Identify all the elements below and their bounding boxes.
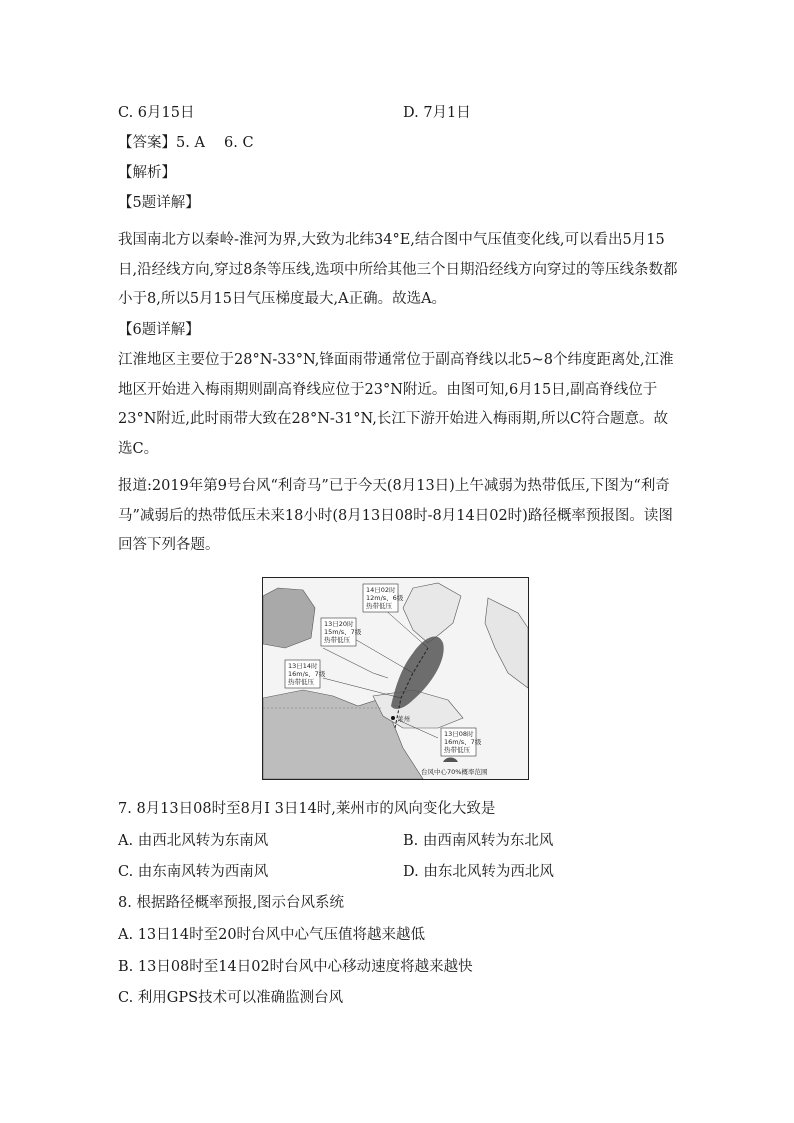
q8-option-c: C. 利用GPS技术可以准确监测台风 [118,990,344,1006]
city-label: 莱州 [397,715,410,723]
svg-text:13日14时: 13日14时 [288,662,318,670]
svg-text:15m/s、7级: 15m/s、7级 [324,628,362,636]
svg-text:13日20时: 13日20时 [324,620,354,628]
q6-heading: 【6题详解】 [118,322,200,338]
svg-text:热带低压: 热带低压 [444,746,470,754]
q5-heading: 【5题详解】 [118,195,200,211]
q7-stem: 7. 8月13日08时至8月I 3日14时,莱州市的风向变化大致是 [118,801,496,817]
q8-option-b: B. 13日08时至14日02时台风中心移动速度将越来越快 [118,959,473,975]
svg-text:13日08时: 13日08时 [444,730,474,738]
option-c-q4: C. 6月15日 [118,105,195,121]
svg-text:热带低压: 热带低压 [324,636,350,644]
label-13d14h [285,660,326,688]
label-13d20h [321,618,362,646]
svg-text:热带低压: 热带低压 [366,602,392,610]
report-paragraph: 报道:2019年第9号台风“利奇马”已于今天(8月13日)上午减弱为热带低压,下图为“利奇马”减弱后的热带低压未来18小时(8月13日08时-8月14日02时)路径概率预报图。读图回答下列各题。 [118,478,673,553]
q6-explanation: 江淮地区主要位于28°N-33°N,锋面雨带通常位于副高脊线以北5~8个纬度距离处,江淮地区开始进入梅雨期则副高脊线应位于23°N附近。由图可知,6月15日,副高脊线位于23°N附近,此时雨带大致在28°N-31°N,长江下游开始进入梅雨期,所以C符合题意。故选C。 [118,352,674,457]
legend-label: 台风中心70%概率范围 [421,768,488,776]
analysis-heading: 【解析】 [118,165,176,181]
q7-option-c: C. 由东南风转为西南风 [118,864,269,880]
svg-text:热带低压: 热带低压 [288,678,314,686]
option-d-q4: D. 7月1日 [403,105,471,121]
label-14d02h [363,584,404,612]
q8-stem: 8. 根据路径概率预报,图示台风系统 [118,895,345,911]
q7-option-b: B. 由西南风转为东北风 [403,833,554,849]
svg-text:16m/s、7级: 16m/s、7级 [444,738,482,746]
q7-option-d: D. 由东北风转为西北风 [403,864,554,880]
svg-text:14日02时: 14日02时 [366,586,396,594]
label-13d08h [441,728,482,756]
laizhou-city-marker [391,716,395,720]
q5-explanation: 我国南北方以秦岭-淮河为界,大致为北纬34°E,结合图中气压值变化线,可以看出5月15日,沿经线方向,穿过8条等压线,选项中所给其他三个日期沿经线方向穿过的等压线条数都小于8,所以5月15日气压梯度最大,A正确。故选A。 [118,232,678,307]
answer-line: 【答案】5. A 6. C [118,135,254,151]
q8-option-a: A. 13日14时至20时台风中心气压值将越来越低 [118,927,426,943]
svg-text:16m/s、7级: 16m/s、7级 [288,670,326,678]
svg-text:12m/s、6级: 12m/s、6级 [366,594,404,602]
land-region-northwest [263,588,315,648]
typhoon-path-map [262,577,529,780]
q7-option-a: A. 由西北风转为东南风 [118,833,269,849]
